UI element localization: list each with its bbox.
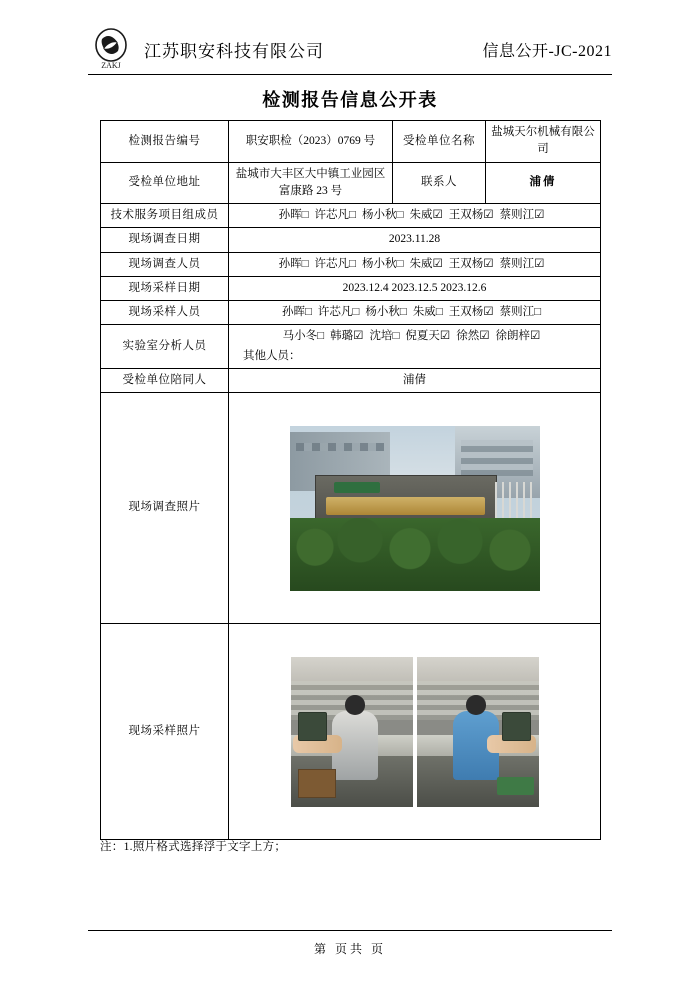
lab-staff-1[interactable] — [283, 330, 324, 342]
team-member-name-1: 孙晖 — [278, 209, 302, 221]
surveyors-cell — [229, 252, 601, 276]
lab-staff-checkbox-5[interactable]: ☑ — [479, 330, 490, 343]
surveyor-name-3: 杨小秋 — [362, 257, 397, 270]
photo-worker-head-2 — [466, 695, 486, 714]
surveyor-name-4: 朱威 — [409, 257, 433, 270]
sampler-checkbox-6[interactable]: □ — [534, 306, 542, 318]
team-member-checkbox-1[interactable]: □ — [301, 209, 309, 221]
lab-staff-checkbox-2[interactable]: ☑ — [353, 330, 364, 343]
footer-divider — [88, 930, 612, 931]
report-no-value: 职安职检（2023）0769 号 — [229, 121, 393, 163]
sampler-checkbox-2[interactable]: □ — [352, 306, 360, 318]
surveyor-checkbox-3[interactable]: □ — [396, 257, 404, 270]
lab-staff-name-1: 马小冬 — [282, 330, 318, 343]
team-members-list — [233, 207, 596, 224]
team-member-6[interactable] — [500, 209, 545, 221]
contact-value: 浦倩 — [486, 162, 601, 204]
surveyor-3[interactable] — [362, 258, 403, 270]
svg-text:ZAKJ: ZAKJ — [101, 61, 121, 70]
samplers-cell — [229, 301, 601, 325]
photo-hedge — [290, 518, 540, 591]
lab-staff-list — [233, 328, 596, 345]
lab-staff-name-5: 徐然 — [456, 330, 480, 343]
table-row-report-no — [101, 121, 601, 163]
photo-worker-head-1 — [345, 695, 365, 714]
surveyors-list — [233, 256, 596, 273]
surveyor-name-1: 孙晖 — [278, 257, 302, 270]
lab-staff-6[interactable] — [496, 330, 541, 342]
team-member-checkbox-5[interactable]: ☑ — [483, 209, 494, 221]
lab-staff-2[interactable] — [330, 330, 363, 342]
team-label: 技术服务项目组成员 — [101, 204, 229, 228]
sampler-3[interactable] — [365, 306, 406, 318]
client-addr-value: 盐城市大丰区大中镇工业园区富康路 23 号 — [229, 162, 393, 204]
company-logo-icon — [88, 27, 134, 71]
client-name-label: 受检单位名称 — [393, 121, 486, 163]
sampler-name-4: 朱威 — [412, 306, 436, 318]
samplers-list — [233, 304, 596, 321]
sampler-6[interactable] — [500, 306, 541, 318]
table-row-sampling-date — [101, 276, 601, 300]
lab-staff-checkbox-1[interactable]: □ — [317, 330, 325, 343]
page-number: 第 页共 页 — [313, 942, 386, 956]
accompany-label: 受检单位陪同人 — [101, 368, 229, 392]
surveyor-checkbox-6[interactable]: ☑ — [534, 257, 545, 270]
sampler-checkbox-3[interactable]: □ — [399, 306, 407, 318]
team-member-checkbox-6[interactable]: ☑ — [534, 209, 545, 221]
info-table — [100, 120, 601, 840]
table-row-survey-date — [101, 228, 601, 252]
sampler-2[interactable] — [318, 306, 359, 318]
lab-staff-4[interactable] — [405, 330, 450, 342]
other-staff-label: 其他人员： — [243, 349, 301, 362]
team-members-cell — [229, 204, 601, 228]
sampler-checkbox-5[interactable]: ☑ — [483, 306, 494, 318]
document-header — [88, 26, 612, 72]
table-row-team — [101, 204, 601, 228]
sampling-photo-wrap — [229, 624, 600, 839]
sampling-date-value: 2023.12.4 2023.12.5 2023.12.6 — [229, 276, 601, 300]
page-title: 检测报告信息公开表 — [262, 90, 438, 110]
surveyor-5[interactable] — [449, 258, 494, 270]
team-member-3[interactable] — [362, 209, 403, 221]
survey-photo-wrap — [229, 393, 600, 623]
lab-staff-name-6: 徐朗梓 — [495, 330, 531, 343]
table-row-sampling-photo — [101, 624, 601, 840]
photo-wall-logo — [334, 482, 381, 493]
contact-label: 联系人 — [393, 162, 486, 204]
lab-staff-5[interactable] — [456, 330, 489, 342]
report-no-label: 检测报告编号 — [101, 121, 229, 163]
sampler-label: 现场采样人员 — [101, 301, 229, 325]
survey-photo-image — [290, 426, 540, 591]
sampler-checkbox-1[interactable]: □ — [304, 306, 312, 318]
surveyor-name-6: 蔡则江 — [499, 257, 535, 270]
survey-date-label: 现场调查日期 — [101, 228, 229, 252]
lab-staff-checkbox-3[interactable]: □ — [392, 330, 400, 343]
header-left — [88, 27, 324, 71]
lab-staff-name-3: 沈培 — [369, 330, 393, 343]
team-member-checkbox-3[interactable]: □ — [396, 209, 404, 221]
surveyor-checkbox-4[interactable]: ☑ — [432, 257, 443, 270]
photo-sampling-device-2 — [502, 712, 531, 741]
surveyor-name-2: 许芯凡 — [314, 257, 350, 270]
table-row-accompany — [101, 368, 601, 392]
surveyor-2[interactable] — [315, 258, 356, 270]
sampler-name-6: 蔡则江 — [499, 306, 535, 318]
surveyor-label: 现场调查人员 — [101, 252, 229, 276]
team-member-name-3: 杨小秋 — [362, 209, 397, 221]
surveyor-checkbox-1[interactable]: □ — [301, 257, 309, 270]
team-member-checkbox-4[interactable]: ☑ — [432, 209, 443, 221]
header-divider — [88, 74, 612, 75]
team-member-name-2: 许芯凡 — [314, 209, 350, 221]
sampler-name-5: 王双杨 — [448, 306, 484, 318]
surveyor-6[interactable] — [500, 258, 545, 270]
sampling-date-label: 现场采样日期 — [101, 276, 229, 300]
client-name-value: 盐城天尔机械有限公司 — [486, 121, 601, 163]
table-row-samplers — [101, 301, 601, 325]
photo-fence — [495, 482, 535, 522]
team-member-name-4: 朱威 — [409, 209, 433, 221]
survey-photo-cell — [229, 393, 601, 624]
lab-staff-name-4: 倪夏天 — [405, 330, 440, 343]
lab-label: 实验室分析人员 — [101, 325, 229, 369]
sampler-1[interactable] — [282, 306, 312, 318]
note-text: 注：1.照片格式选择浮于文字上方； — [100, 841, 287, 853]
photo-carton-1 — [298, 769, 337, 798]
team-member-5[interactable] — [449, 209, 494, 221]
sampler-4[interactable] — [413, 306, 443, 318]
sampler-5[interactable] — [449, 306, 494, 318]
surveyor-checkbox-2[interactable]: □ — [349, 257, 356, 270]
surveyor-checkbox-5[interactable]: ☑ — [483, 257, 494, 270]
table-row-surveyors — [101, 252, 601, 276]
surveyor-name-5: 王双杨 — [448, 257, 484, 270]
table-row-address — [101, 162, 601, 204]
lab-staff-checkbox-4[interactable]: ☑ — [439, 330, 451, 343]
sampling-photo-image-1 — [291, 657, 413, 807]
lab-staff-cell — [229, 325, 601, 369]
lab-staff-name-2: 韩璐 — [330, 330, 354, 343]
survey-photo-label: 现场调查照片 — [101, 393, 229, 624]
surveyor-4[interactable] — [409, 258, 442, 270]
sampler-name-3: 杨小秋 — [365, 306, 400, 318]
sampler-checkbox-4[interactable]: □ — [435, 306, 443, 318]
table-row-lab-staff — [101, 325, 601, 369]
photo-wall-company-text — [326, 497, 484, 515]
photo-green-bin-2 — [497, 777, 534, 795]
team-member-1[interactable] — [279, 209, 309, 221]
team-member-name-6: 蔡则江 — [499, 209, 535, 221]
document-code: 信息公开-JC-2021 — [482, 42, 612, 60]
accompany-value: 浦倩 — [229, 368, 601, 392]
sampler-name-2: 许芯凡 — [317, 306, 353, 318]
lab-staff-3[interactable] — [369, 330, 399, 342]
lab-staff-checkbox-6[interactable]: ☑ — [530, 330, 541, 343]
team-member-checkbox-2[interactable]: □ — [349, 209, 356, 221]
photo-sampling-device-1 — [298, 712, 327, 741]
company-name: 江苏职安科技有限公司 — [144, 41, 324, 61]
client-addr-label: 受检单位地址 — [101, 162, 229, 204]
team-member-2[interactable] — [315, 209, 356, 221]
sampling-photo-cell — [229, 624, 601, 840]
sampling-photo-image-2 — [417, 657, 539, 807]
team-member-4[interactable] — [409, 209, 442, 221]
sampler-name-1: 孙晖 — [281, 306, 305, 318]
survey-date-value: 2023.11.28 — [229, 228, 601, 252]
surveyor-1[interactable] — [279, 258, 309, 270]
team-member-name-5: 王双杨 — [448, 209, 484, 221]
sampling-photo-label: 现场采样照片 — [101, 624, 229, 840]
table-row-survey-photo — [101, 393, 601, 624]
